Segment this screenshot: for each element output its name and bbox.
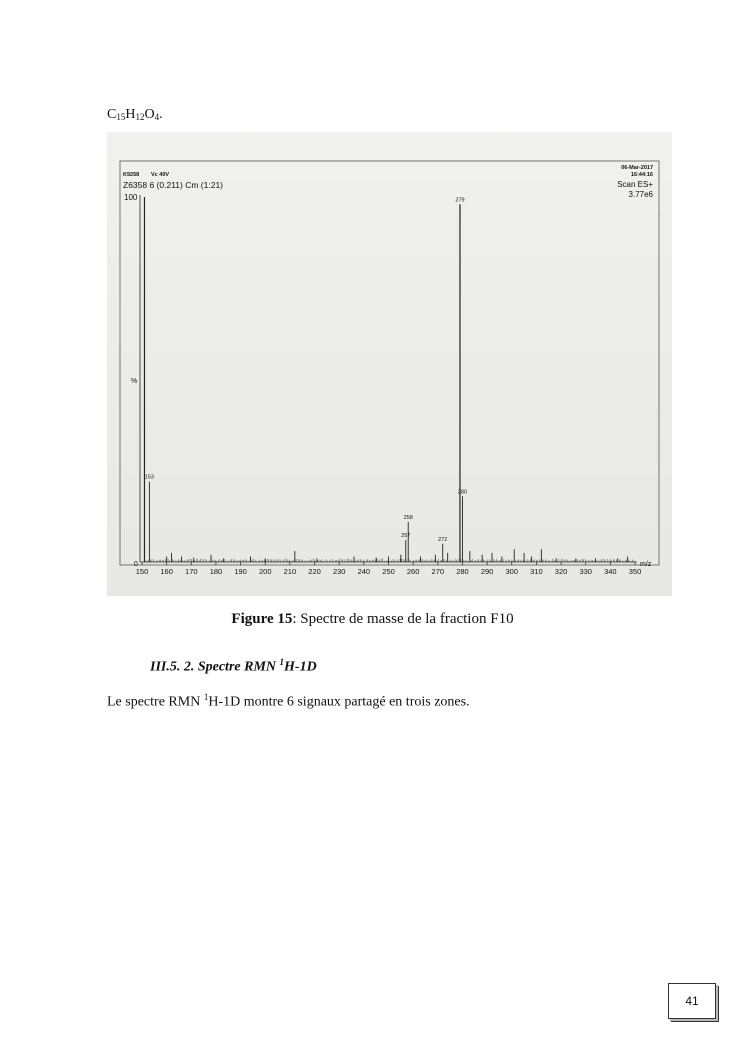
x-tick-label-250: 250 xyxy=(382,567,395,576)
peaks xyxy=(144,197,627,562)
x-tick-label-260: 260 xyxy=(406,567,420,576)
x-axis-unit: m/z xyxy=(640,561,652,568)
tick-labels xyxy=(136,562,642,576)
peak-label-153: 153 xyxy=(144,474,154,481)
x-tick-label-320: 320 xyxy=(554,567,568,576)
molecular-formula: $C_{15}H_{12}O_4$. xyxy=(107,107,163,122)
figure-label: Figure 15 xyxy=(231,611,293,627)
x-tick-label-350: 350 xyxy=(628,567,642,576)
page-number: 41 xyxy=(668,983,716,1019)
acquisition-date: 06-Mar-2017 xyxy=(621,165,653,171)
x-tick-label-240: 240 xyxy=(357,567,371,576)
y-axis-top-label: 100 xyxy=(124,193,138,202)
peak-labels xyxy=(145,197,467,542)
y-axis-unit: % xyxy=(131,378,138,385)
baseline-noise xyxy=(145,559,635,562)
scan-info: Z6358 6 (0.211) Cm (1:21) xyxy=(123,180,223,190)
x-tick-label-180: 180 xyxy=(209,567,223,576)
scan-mode: Scan ES+ xyxy=(617,180,653,189)
x-tick-label-280: 280 xyxy=(456,567,469,576)
plot-frame xyxy=(120,161,659,565)
peak-label-272: 272 xyxy=(438,536,448,543)
sample-code: K9258 xyxy=(123,172,140,178)
x-tick-label-310: 310 xyxy=(530,567,543,576)
x-tick-label-330: 330 xyxy=(579,567,592,576)
mass-spectrum-chart xyxy=(107,132,672,596)
peak-label-280: 280 xyxy=(457,489,468,496)
x-tick-label-290: 290 xyxy=(480,567,494,576)
peak-label-258: 258 xyxy=(403,514,413,521)
x-tick-label-170: 170 xyxy=(185,567,198,576)
x-tick-label-160: 160 xyxy=(160,567,173,576)
acquisition-time: 16:44:16 xyxy=(630,172,653,178)
section-heading: III.5. 2. Spectre RMN $^1$H-1D xyxy=(150,657,317,675)
body-paragraph: Le spectre RMN $^1$H-1D montre 6 signaux partagé en trois zones. xyxy=(107,692,470,710)
x-tick-label-150: 150 xyxy=(135,567,149,576)
axes xyxy=(140,195,637,562)
x-tick-label-230: 230 xyxy=(332,567,346,576)
cone-voltage: Vc 40V xyxy=(151,172,170,178)
mass-spectrum-figure xyxy=(107,132,672,596)
peak-label-257: 257 xyxy=(401,533,411,540)
x-tick-label-200: 200 xyxy=(258,567,272,576)
x-tick-label-190: 190 xyxy=(234,567,247,576)
x-tick-label-300: 300 xyxy=(505,567,519,576)
intensity-value: 3.77e6 xyxy=(628,190,653,199)
y-axis-zero-label: 0 xyxy=(134,561,138,568)
x-tick-label-340: 340 xyxy=(604,567,617,576)
figure-caption xyxy=(0,611,745,628)
x-tick-label-270: 270 xyxy=(431,567,445,576)
x-tick-label-220: 220 xyxy=(308,567,321,576)
peak-label-279: 279 xyxy=(455,197,465,204)
figure-caption-text: : Spectre de masse de la fraction F10 xyxy=(292,611,514,627)
x-tick-label-210: 210 xyxy=(283,567,297,576)
